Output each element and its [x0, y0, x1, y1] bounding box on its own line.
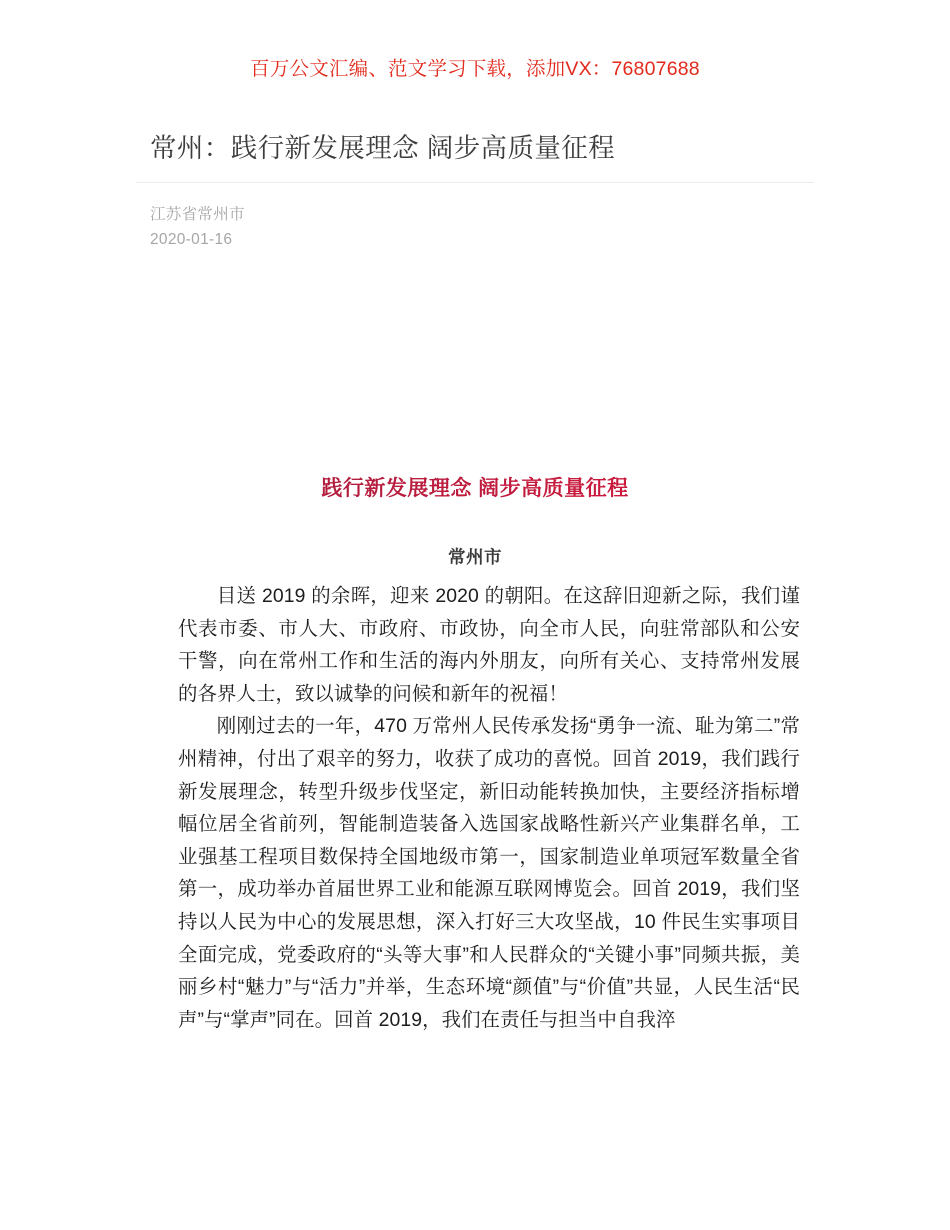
- title-divider: [136, 182, 814, 183]
- document-paragraph: 目送 2019 的余晖，迎来 2020 的朝阳。在这辞旧迎新之际，我们谨代表市委、市人大、市政府、市政协，向全市人民，向驻常部队和公安干警，向在常州工作和生活的海内外朋友，向所有关心、支持常州发展的各界人士，致以诚挚的问候和新年的祝福！: [178, 585, 800, 705]
- promo-banner: 百万公文汇编、范文学习下载，添加VX：76807688: [250, 58, 700, 80]
- document-paragraph: 刚刚过去的一年，470 万常州人民传承发扬“勇争一流、耻为第二”常州精神，付出了艰辛的努力，收获了成功的喜悦。回首 2019，我们践行新发展理念，转型升级步伐坚定，新旧动能转换加快，主要经济指标增幅位居全省前列，智能制造装备入选国家战略性新兴产业集群名单，工业强基工程项目数保持全国地级市第一，国家制造业单项冠军数量全省第一，成功举办首届世界工业和能源互联网博览会。回首 2019，我们坚持以人民为中心的发展思想，深入打好三大攻坚战，10 件民生实事项目全面完成，党委政府的“头等大事”和人民群众的“关键小事”同频共振，美丽乡村“魅力”与“活力”并举，生态环境“颜值”与“价值”共显，人民生活“民声”与“掌声”同在。回首 2019，我们在责任与担当中自我淬: [178, 715, 800, 1031]
- document-heading: 践行新发展理念 阔步高质量征程: [0, 472, 950, 506]
- article-date: 2020-01-16: [150, 230, 233, 248]
- document-body: [0, 472, 950, 1036]
- article-header: [150, 128, 822, 183]
- article-source: 江苏省常州市: [150, 206, 245, 223]
- document-paragraphs: [0, 580, 950, 1036]
- page-title: 常州：践行新发展理念 阔步高质量征程: [150, 133, 616, 163]
- document-byline: 常州市: [448, 547, 502, 567]
- article-meta: [150, 203, 245, 252]
